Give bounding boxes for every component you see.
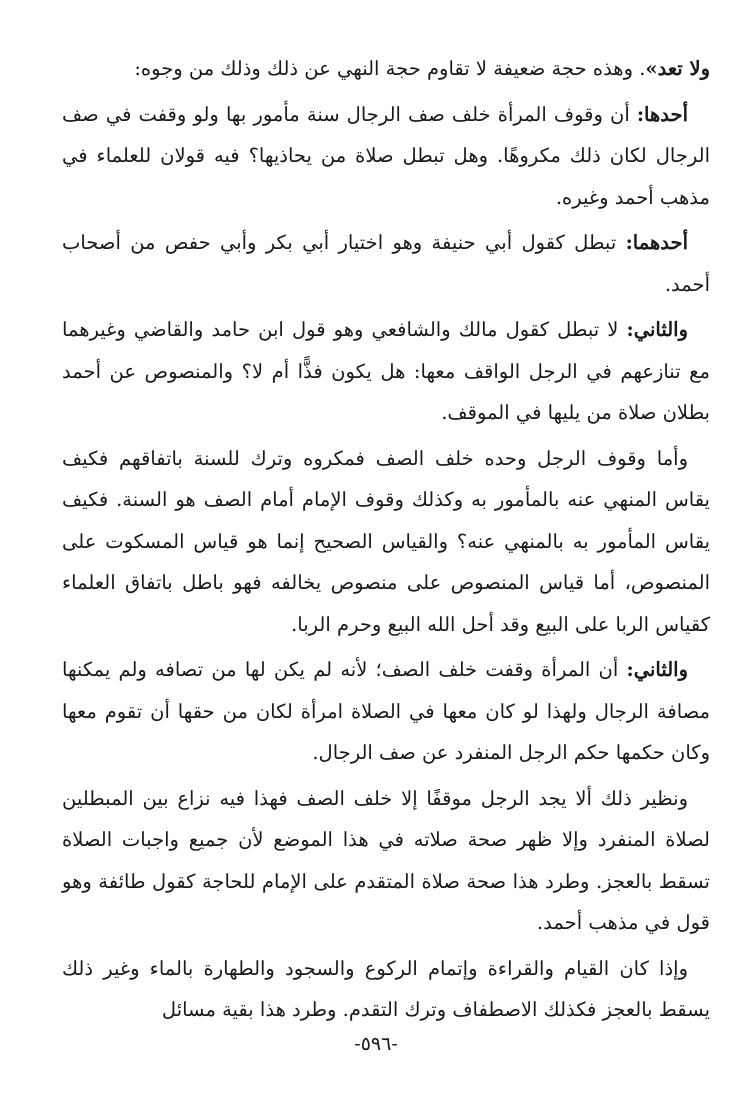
paragraph-5 — [62, 438, 710, 646]
paragraph-6-lead: والثاني: — [626, 658, 688, 681]
paragraph-1-text: . وهذه حجة ضعيفة لا تقاوم حجة النهي عن ذلك وذلك من وجوه: — [134, 57, 646, 80]
paragraph-6-text: أن المرأة وقفت خلف الصف؛ لأنه لم يكن لها من تصافه ولم يمكنها مصافة الرجال ولهذا لو كان معها في الصلاة امرأة لكان من حقها أن تقوم معها وكان حكمها حكم الرجل المنفرد عن صف الرجال. — [62, 658, 710, 764]
page-body — [62, 48, 710, 1035]
page-number: -٥٩٦- — [354, 1033, 398, 1055]
paragraph-3 — [62, 222, 710, 305]
paragraph-7-text: ونظير ذلك ألا يجد الرجل موقفًا إلا خلف الصف فهذا فيه نزاع بين المبطلين لصلاة المنفرد وإلا ظهر صحة صلاته في هذا الموضع لأن جميع واجبات الصلاة تسقط بالعجز. وطرد هذا صحة صلاة المتقدم على الإمام للحاجة كقول طائفة وهو قول في مذهب أحمد. — [62, 786, 710, 934]
paragraph-1 — [62, 48, 710, 90]
paragraph-6 — [62, 649, 710, 774]
paragraph-2-text: أن وقوف المرأة خلف صف الرجال سنة مأمور بها ولو وقفت في صف الرجال لكان ذلك مكروهًا. وهل تبطل صلاة من يحاذيها؟ فيه قولان للعلماء في مذهب أحمد وغيره. — [62, 102, 710, 209]
paragraph-3-text: تبطل كقول أبي حنيفة وهو اختيار أبي بكر وأبي حفص من أصحاب أحمد. — [62, 231, 710, 296]
paragraph-4-lead: والثاني: — [626, 318, 688, 341]
paragraph-5-text: وأما وقوف الرجل وحده خلف الصف فمكروه وترك للسنة باتفاقهم فكيف يقاس المنهي عنه بالمأمور به وكذلك وقوف الإمام أمام الصف هو السنة. فكيف يقاس المأمور به بالمنهي عنه؟ والقياس الصحيح إنما هو قياس المسكوت على المنصوص، أما قياس المنصوص على منصوص يخالفه فهو باطل باتفاق العلماء كقياس الربا على البيع وقد أحل الله البيع وحرم الربا. — [62, 446, 710, 636]
paragraph-2 — [62, 94, 710, 219]
paragraph-8 — [62, 948, 710, 1031]
paragraph-3-lead: أحدهما: — [625, 231, 688, 254]
paragraph-4-text: لا تبطل كقول مالك والشافعي وهو قول ابن حامد والقاضي وغيرهما مع تنازعهم في الرجل الواقف معها: هل يكون فذًّا أم لا؟ والمنصوص عن أحمد بطلان صلاة من يليها في الموقف. — [62, 318, 710, 424]
paragraph-1-lead: ولا تعد» — [645, 57, 710, 80]
paragraph-4 — [62, 309, 710, 434]
paragraph-2-lead: أحدها: — [636, 102, 688, 126]
paragraph-8-text: وإذا كان القيام والقراءة وإتمام الركوع والسجود والطهارة بالماء وغير ذلك يسقط بالعجز فكذلك الاصطفاف وترك التقدم. وطرد هذا بقية مسائل — [62, 956, 710, 1021]
paragraph-7 — [62, 778, 710, 944]
